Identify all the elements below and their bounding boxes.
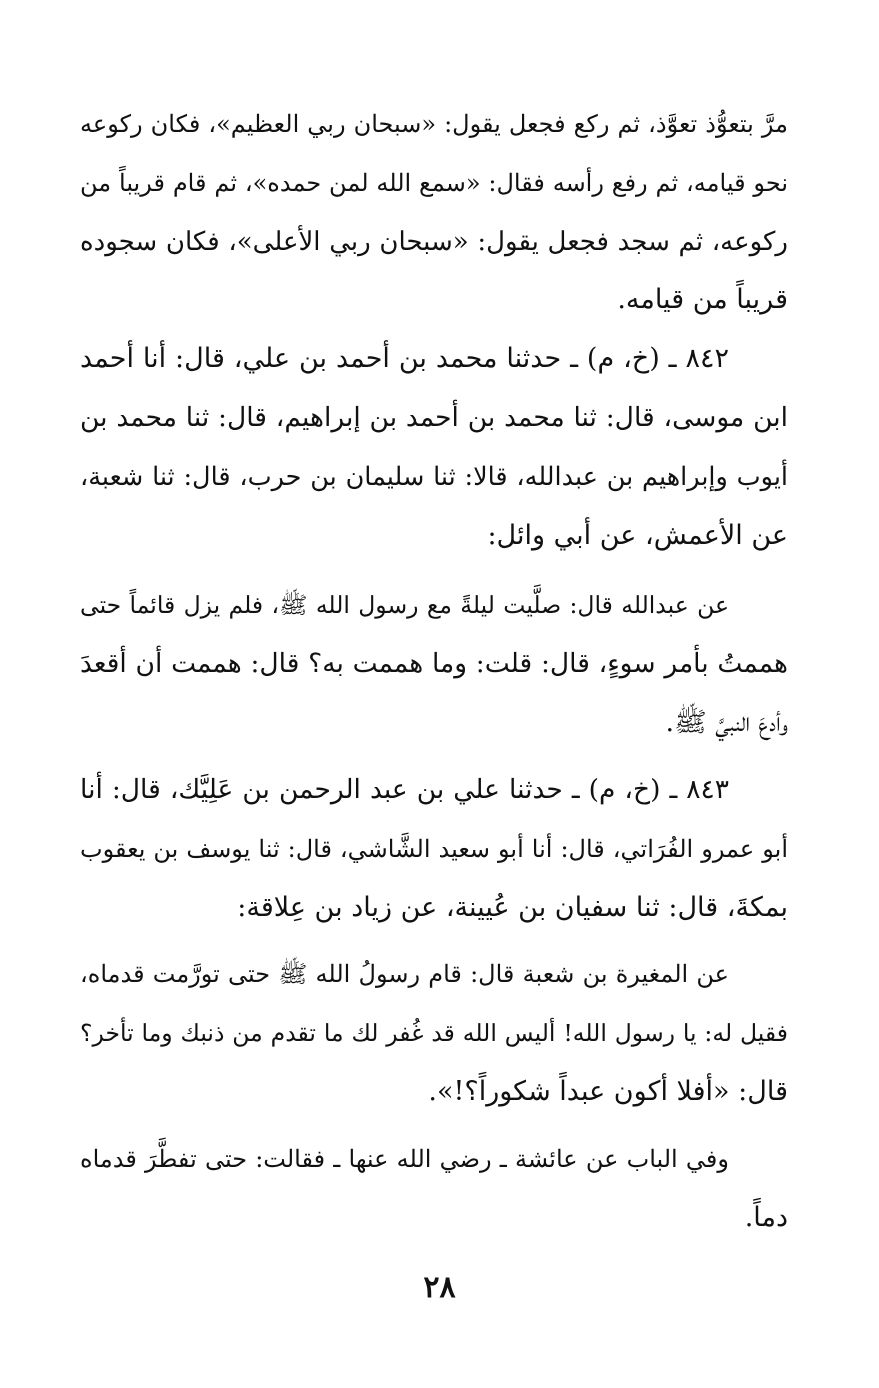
text-line: وأدعَ النبيَّ ﷺ. — [665, 707, 788, 738]
text-line: أيوب وإبراهيم بن عبدالله، قالا: ثنا سليمان بن حرب، قال: ثنا شعبة، — [80, 462, 788, 492]
text-line: عن عبدالله قال: صلَّيت ليلةً مع رسول الله ﷺ، فلم يزل قائماً حتى — [80, 591, 729, 619]
text-line: هممتُ بأمر سوءٍ، قال: قلت: وما هممت به؟ قال: هممت أن أقعدَ — [80, 648, 788, 679]
page-number: ٢٨ — [423, 1270, 456, 1305]
text-line: أبو عمرو الفُرَاتي، قال: أنا أبو سعيد الشَّاشي، قال: ثنا يوسف بن يعقوب — [80, 835, 788, 863]
text-line: قريباً من قيامه. — [617, 284, 788, 315]
text-line: بمكةَ، قال: ثنا سفيان بن عُيينة، عن زياد بن عِلاقة: — [237, 892, 788, 923]
text-line: نحو قيامه، ثم رفع رأسه فقال: «سمع الله لمن حمده»، ثم قام قريباً من — [80, 169, 788, 197]
text-line: ابن موسى، قال: ثنا محمد بن أحمد بن إبراهيم، قال: ثنا محمد بن — [80, 402, 788, 433]
text-line: ركوعه، ثم سجد فجعل يقول: «سبحان ربي الأعلى»، فكان سجوده — [80, 227, 788, 257]
text-line: عن المغيرة بن شعبة قال: قام رسولُ الله ﷺ حتى تورَّمت قدماه، — [80, 960, 729, 988]
text-line: عن الأعمش، عن أبي وائل: — [487, 520, 788, 551]
hadith-843-heading: ٨٤٣ ـ (خ، م) ـ حدثنا علي بن عبد الرحمن بن عَلِيَّك، قال: أنا — [80, 774, 729, 805]
text-line: فقيل له: يا رسول الله! أليس الله قد غُفر لك ما تقدم من ذنبك وما تأخر؟ — [80, 1019, 788, 1047]
text-line: وفي الباب عن عائشة ـ رضي الله عنها ـ فقالت: حتى تفطَّرَ قدماه — [80, 1145, 729, 1173]
text-line: مرَّ بتعوُّذ تعوَّذ، ثم ركع فجعل يقول: «سبحان ربي العظيم»، فكان ركوعه — [80, 110, 788, 138]
text-line: قال: «أفلا أكون عبداً شكوراً؟!». — [428, 1076, 788, 1107]
text-line: دماً. — [744, 1202, 788, 1233]
hadith-842-heading: ٨٤٢ ـ (خ، م) ـ حدثنا محمد بن أحمد بن علي، قال: أنا أحمد — [80, 343, 729, 374]
